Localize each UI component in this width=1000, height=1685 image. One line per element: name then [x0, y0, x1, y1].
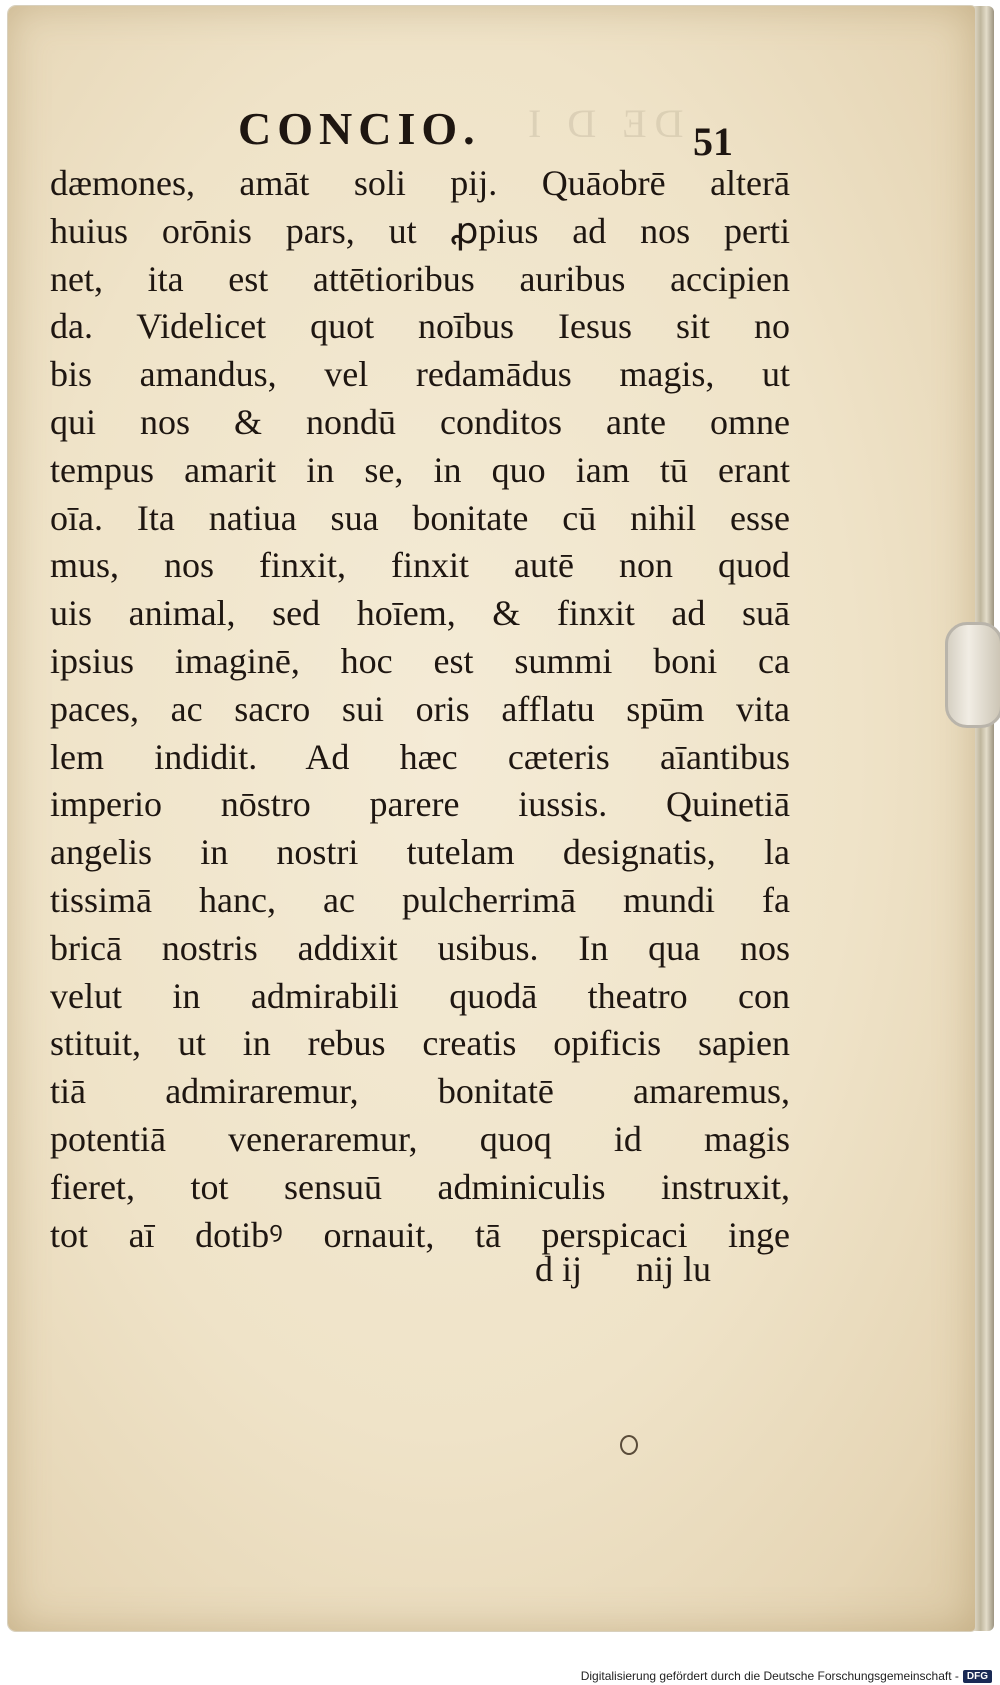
text-line: fieret, tot sensuū adminiculis instruxit, — [50, 1166, 790, 1207]
text-line: stituit, ut in rebus creatis opificis sapien — [50, 1023, 790, 1064]
text-line: net, ita est attētioribus auribus accipien — [50, 258, 790, 299]
text-line: ipsius imaginē, hoc est summi boni ca — [50, 640, 790, 681]
text-line: imperio nōstro parere iussis. Quinetiā — [50, 784, 790, 825]
ring-mark — [620, 1435, 638, 1455]
page-clip — [945, 622, 1000, 728]
text-line: velut in admirabili quodā theatro con — [50, 975, 790, 1016]
body-text — [50, 160, 790, 1259]
credit-text: Digitalisierung gefördert durch die Deutsche Forschungsgemeinschaft - — [580, 1669, 959, 1683]
text-line: tissimā hanc, ac pulcherrimā mundi fa — [50, 879, 790, 920]
text-line: angelis in nostri tutelam designatis, la — [50, 832, 790, 873]
text-line: tot aī dotibꝰ ornauit, tā perspicaci inge — [50, 1214, 790, 1255]
text-line: lem indidit. Ad hæc cæteris aīantibus — [50, 736, 790, 777]
signature-line — [535, 1248, 785, 1290]
text-line: bricā nostris addixit usibus. In qua nos — [50, 927, 790, 968]
running-head: CONCIO. — [238, 103, 481, 154]
text-line: da. Videlicet quot noībus Iesus sit no — [50, 306, 790, 347]
text-line: qui nos & nondū conditos ante omne — [50, 401, 790, 442]
text-line: uis animal, sed hoīem, & finxit ad suā — [50, 593, 790, 634]
text-line: potentiā veneraremur, quoq id magis — [50, 1118, 790, 1159]
signature-mark: d ij — [535, 1249, 583, 1289]
text-line: paces, ac sacro sui oris afflatu spūm vita — [50, 688, 790, 729]
text-line: tiā admiraremur, bonitatē amaremus, — [50, 1071, 790, 1112]
text-line: oīa. Ita natiua sua bonitate cū nihil esse — [50, 497, 790, 538]
text-line: tempus amarit in se, in quo iam tū erant — [50, 449, 790, 490]
catchword: nij lu — [636, 1249, 712, 1289]
text-line: dæmones, amāt soli pij. Quāobrē alterā — [50, 163, 790, 203]
text-line: bis amandus, vel redamādus magis, ut — [50, 354, 790, 395]
text-line: huius orōnis pars, ut ꝓpius ad nos perti — [50, 210, 790, 251]
digitization-credit — [581, 1669, 992, 1683]
text-line: mus, nos finxit, finxit autē non quod — [50, 545, 790, 586]
folio-number: 51 — [693, 119, 733, 164]
bleed-through-text: DE D I — [520, 101, 684, 146]
dfg-logo: DFG — [963, 1670, 992, 1683]
